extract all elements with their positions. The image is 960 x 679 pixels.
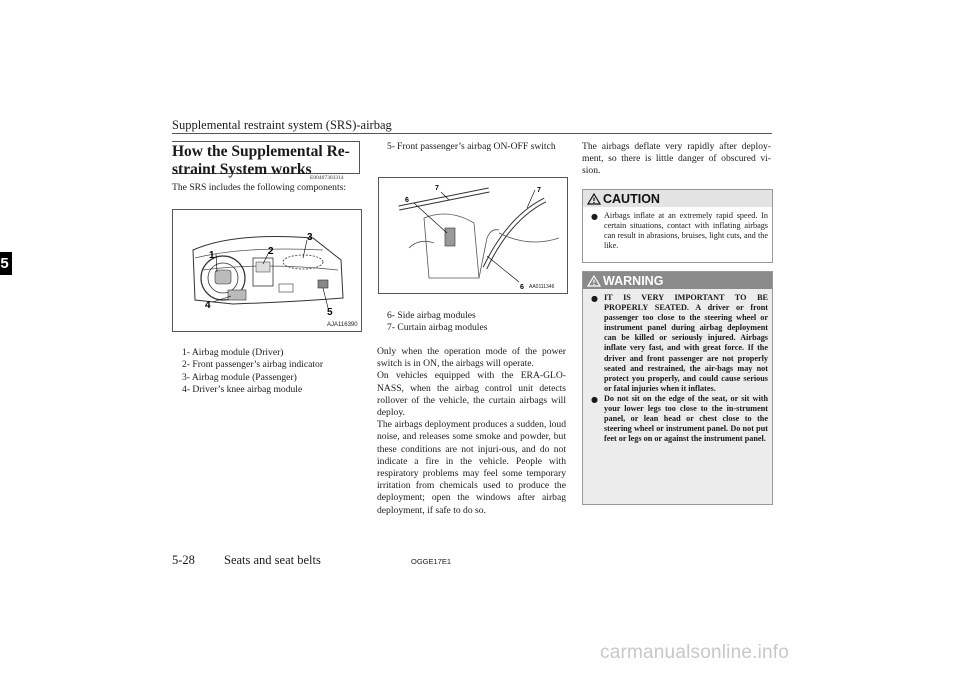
caution-header — [583, 190, 772, 207]
caution-title: CAUTION — [603, 191, 660, 206]
callout-7: 7 — [435, 185, 439, 192]
section-heading: How the Supplemental Re- straint System works — [172, 143, 350, 178]
callout-4: 4 — [205, 300, 211, 311]
list-item: 3- Airbag module (Passenger) — [182, 371, 297, 383]
figure1-label: AJA116390 — [327, 322, 358, 328]
callout-6: 6 — [405, 197, 409, 204]
callout-6b: 6 — [520, 284, 524, 291]
caution-box — [582, 189, 773, 263]
footer-section: Seats and seat belts — [224, 553, 321, 567]
warning-triangle-icon — [587, 275, 601, 287]
bullet-icon: ● — [591, 294, 598, 303]
side-airbag-illustration — [379, 178, 567, 293]
bullet-icon: ● — [591, 212, 598, 221]
running-header: Supplemental restraint system (SRS)-airbag — [172, 118, 392, 132]
operation-text — [377, 346, 566, 517]
callout-2: 2 — [268, 246, 274, 257]
header-rule — [172, 133, 772, 134]
callout-1: 1 — [209, 250, 215, 261]
caution-item: ● Airbags inflate at an extremely rapid speed. In certain situations, contact with inflating airbags can result in abrasions, bruises, light cuts, and the like. — [591, 211, 768, 251]
component-list — [182, 347, 323, 396]
section-code: E00407303314 — [310, 175, 344, 181]
dashboard-figure — [172, 209, 362, 332]
warning-box — [582, 271, 773, 505]
watermark: carmanualsonline.info — [600, 642, 790, 663]
side-airbag-figure — [378, 177, 568, 294]
paragraph: The airbags deployment produces a sudden, loud noise, and releases some smoke and powder, but these conditions are not injuri-ous, and do not indicate a fire in the vehicle. People with respiratory problems may feel some temporary irritation from chemicals used to produce the deployment; open the windows after airbag deployment, if safe to do so. — [377, 419, 566, 516]
list-item-5 — [387, 141, 565, 153]
deflate-text: The airbags deflate very rapidly after deploy-ment, so there is little danger of obscured vi-sion. — [582, 141, 771, 177]
figure2-label: AA0111346 — [529, 284, 555, 290]
document-code: OGGE17E1 — [411, 557, 452, 566]
callout-7b: 7 — [537, 187, 541, 194]
list-item: 6- Side airbag modules — [387, 310, 476, 321]
warning-triangle-icon — [587, 193, 601, 205]
list-item: 1- Airbag module (Driver) — [182, 347, 284, 358]
paragraph: Only when the operation mode of the power switch is in ON, the airbags will operate. — [377, 346, 566, 370]
callout-5: 5 — [327, 307, 333, 318]
list-item: 7- Curtain airbag modules — [387, 322, 488, 334]
item5-text: Front passenger’s airbag ON-OFF switch — [397, 141, 556, 152]
dashboard-illustration — [173, 210, 361, 331]
warning-header — [583, 272, 772, 289]
module-list — [387, 310, 487, 335]
item5-number: 5- — [387, 141, 395, 152]
chapter-tab: 5 — [0, 252, 12, 275]
warning-item: ● Do not sit on the edge of the seat, or sit with your lower legs too close to the in-strument panel, or lean head or chest close to the steering wheel or instrument panel. Do not put feet or legs on or against the instrument panel. — [591, 393, 768, 444]
callout-3: 3 — [307, 232, 313, 243]
intro-text: The SRS includes the following components: — [172, 182, 347, 193]
page-number: 5-28 — [172, 553, 195, 567]
paragraph: On vehicles equipped with the ERA-GLO-NASS, when the airbag control unit detects rollover of the vehicle, the curtain airbags will deploy. — [377, 370, 566, 419]
warning-item: ● IT IS VERY IMPORTANT TO BE PROPERLY SEATED. A driver or front passenger too close to the steering wheel or instrument panel during airbag deployment can be killed or seriously injured. Airbags inflate very fast, and with great force. If the driver and front passenger are not properly seated and restrained, the air-bags may not protect you properly, and could cause serious or fatal injuries when it inflates. — [591, 293, 768, 393]
list-item: 2- Front passenger’s airbag indicator — [182, 359, 324, 371]
warning-title: WARNING — [603, 273, 664, 288]
list-item: 4- Driver’s knee airbag module — [182, 383, 303, 395]
bullet-icon: ● — [591, 394, 598, 404]
